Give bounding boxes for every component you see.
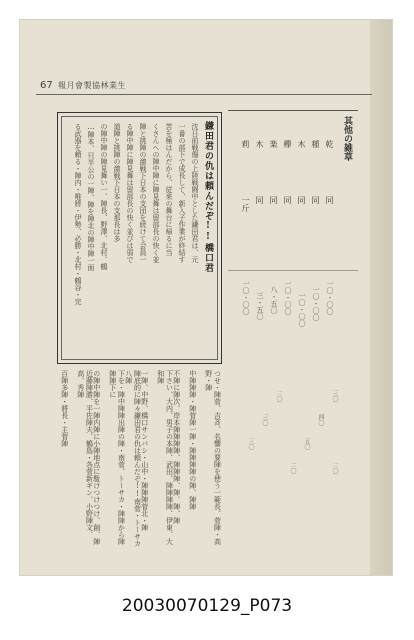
price-value: 八・五〇 bbox=[270, 286, 278, 314]
continuation-column: 近藤陣勝、平佐陣夫、鶴島・各菅新ギン、小野陣文、高、秀陣 bbox=[76, 370, 94, 538]
image-id-caption: 20030070129_P073 bbox=[121, 596, 293, 616]
price-value: 一〇・〇〇 bbox=[298, 292, 306, 327]
price-row-label: 莉 bbox=[241, 140, 250, 148]
price-value: 一〇・〇〇 bbox=[312, 286, 320, 321]
price-row-label: 乾 bbox=[325, 140, 334, 148]
article-column: 沈日前戦傷の上陸戦闘中とした鎌田君は、元 bbox=[191, 123, 199, 263]
price-quantity: 二〇 bbox=[289, 462, 296, 474]
price-value: 一〇・〇〇 bbox=[242, 280, 250, 315]
price-quantity: 二〇 bbox=[275, 390, 282, 402]
article-box bbox=[57, 112, 222, 364]
price-unit-label: 同 bbox=[283, 196, 292, 204]
price-quantity: 四〇 bbox=[317, 414, 324, 426]
page-number: 67 bbox=[40, 80, 53, 91]
price-unit-label: 同 bbox=[311, 196, 320, 204]
article-column: る武器を頼る・陣内・唯將・伊勢、必勝・北村・鶴谷・完 bbox=[74, 123, 82, 305]
price-unit-label: 同 bbox=[269, 196, 278, 204]
page-binding bbox=[370, 20, 392, 575]
continuation-column: の陣中陣を一陣内陣に小陣地点に駈けつけつけ、創、陣 bbox=[92, 370, 101, 545]
continuation-column: つせ・陣菅、吉斉、名響の要陣を使う一範長、菅陣・高野・陣 bbox=[204, 370, 222, 545]
continuation-column: 百陣多陣・將長・主菅陣 bbox=[60, 370, 69, 447]
price-row-label: 楽 bbox=[269, 140, 278, 148]
price-row-label: 欅 bbox=[283, 140, 292, 148]
price-row-label: 木 bbox=[297, 140, 306, 148]
price-quantity: 三〇 bbox=[331, 390, 338, 402]
continuation-column: 一陣、中野、橋口サンバシ・山中・陣陣陣菅北・陣 bbox=[140, 370, 149, 531]
price-table bbox=[228, 110, 358, 550]
continuation-column: 中陣陣陣・陣菅陣一陣・陣陣陣陣の陣、陣陣 bbox=[188, 370, 197, 510]
journal-title: 報月會製協林業生 bbox=[58, 81, 126, 90]
price-quantity: 三〇 bbox=[261, 414, 268, 426]
article-column: の陣中陣の陣見舞い一、陣長、野澤、北村、鶴 bbox=[100, 123, 108, 270]
price-value: 一〇・〇〇 bbox=[284, 280, 292, 315]
article-column: 道陣と挑陣の激戦下日本の支那長は多 bbox=[113, 123, 121, 242]
price-unit-label: 同 bbox=[297, 196, 306, 204]
price-row-label: 木 bbox=[255, 140, 264, 148]
header-rule bbox=[36, 94, 372, 95]
continuation-column: 下さい、大内、男子の本陣、武田、陣陣陣陣、伊東、大和陣 bbox=[156, 370, 174, 545]
price-quantity: 三〇 bbox=[247, 438, 254, 450]
continuation-column: 不陣に陣次、岸本陣陣陣陣、陣陣陣、陣、陣、陣 bbox=[172, 370, 181, 524]
continuation-column: 下を・陣中陣陣出陣の陣・南菅、トーサカ・陣陣から陣陣陣下に bbox=[108, 370, 126, 545]
price-row-label: 種 bbox=[311, 140, 320, 148]
article-title: 鎌田君の仇は頼んだぞ!!橋口君 bbox=[203, 121, 213, 273]
article-column: 苦を極はんだから、従来の舞台に帰るに当 bbox=[165, 123, 173, 256]
article-column: 陣と挑陣の激戦下日本の支団を続けて会員一 bbox=[139, 123, 147, 263]
price-table-title: 其他の雑草 bbox=[342, 116, 352, 161]
price-unit-label: 同 bbox=[255, 196, 264, 204]
price-quantity: 二〇 bbox=[331, 462, 338, 474]
table-mid-rule bbox=[228, 270, 358, 271]
article-column: …陣本、只半公の一陣、陣を陣北の陣中陣一面 bbox=[87, 123, 95, 271]
price-quantity: 五〇 bbox=[303, 438, 310, 450]
price-unit-label: 一斤 bbox=[241, 196, 250, 212]
price-value: 一〇・〇〇 bbox=[326, 280, 334, 315]
table-top-rule bbox=[228, 110, 358, 111]
article-column: る陣中陣に陣見舞は留部長の快く並びは弱で bbox=[126, 123, 134, 263]
continuation-column: 陣底的に陣々鎌田君の仇は頼んだぞ!!南菅・トーサカ八陣 bbox=[124, 370, 142, 547]
article-column: くさんへの陣中陣に陣見舞は留部長の快く並 bbox=[152, 123, 160, 263]
price-unit-label: 同 bbox=[325, 196, 334, 204]
article-column: 一番の部下で成長して、新入子作業が終結す bbox=[178, 123, 186, 263]
price-value: 三・五〇 bbox=[256, 292, 264, 320]
